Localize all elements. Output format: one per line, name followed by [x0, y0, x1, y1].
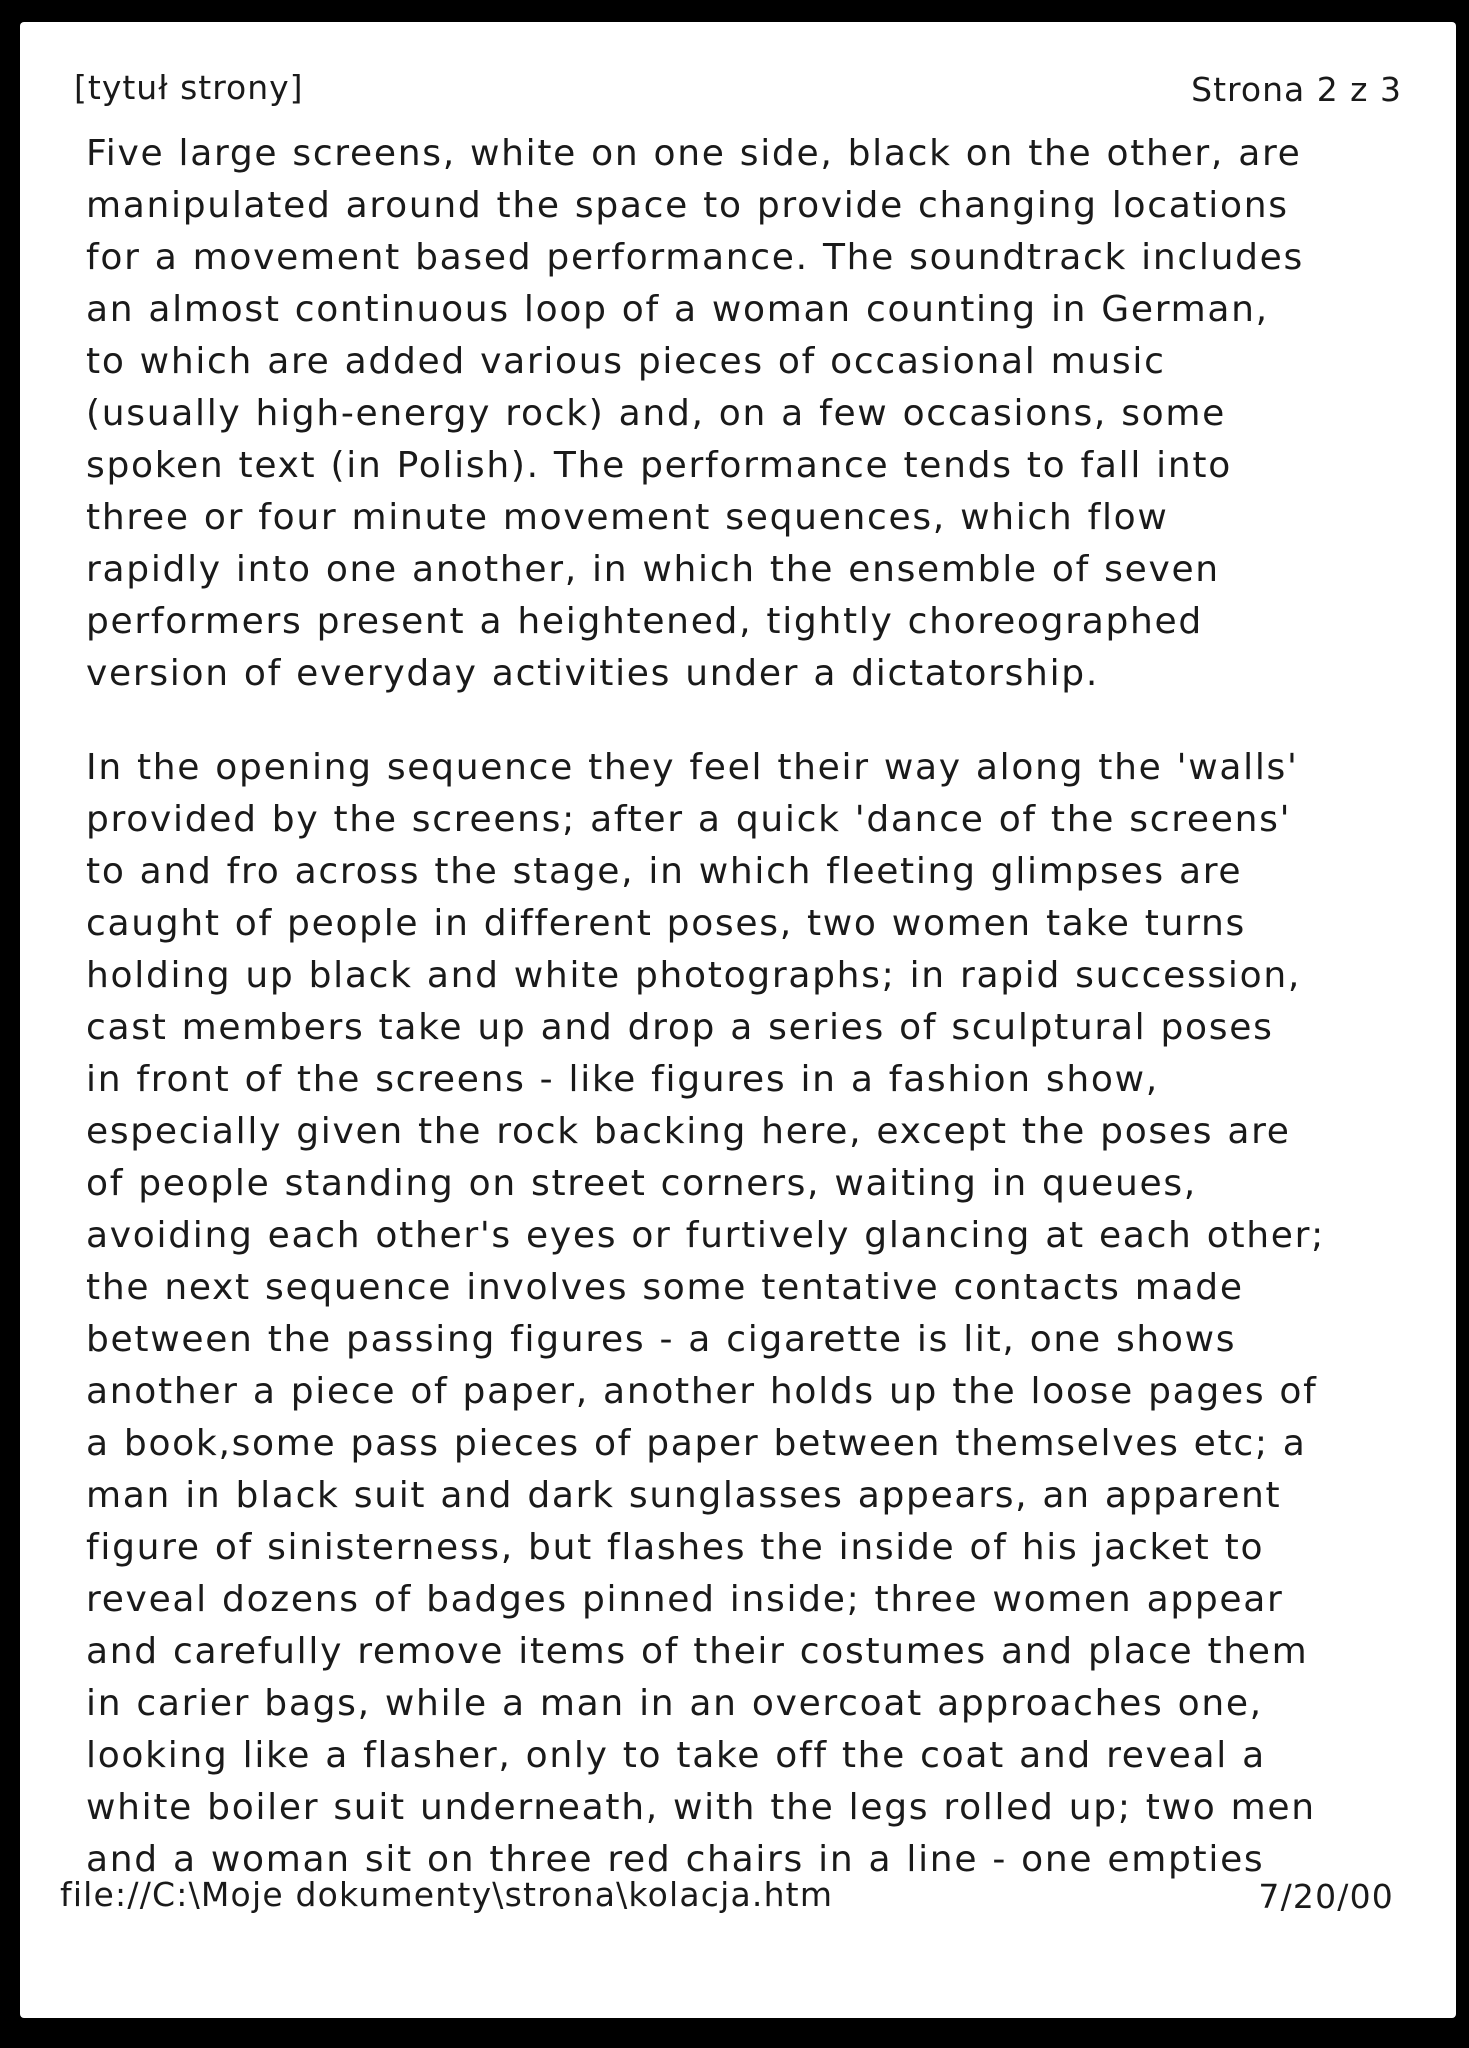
file-path: file://C:\Moje dokumenty\strona\kolacja.htm [60, 1875, 834, 1914]
paragraph-1: Five large screens, white on one side, black on the other, are manipulated around the space to provide changing locations for a movement based performance. The soundtrack includes an almost continuous loop of a woman counting in German, to which are added various pieces of occasional music (usually high-energy rock) and, on a few occasions, some spoken text (in Polish). The performance tends to fall into three or four minute movement sequences, which flow rapidly into one another, in which the ensemble of seven performers present a heightened, tightly choreographed version of everyday activities under a dictatorship. [86, 133, 1304, 694]
page-number: Strona 2 z 3 [1191, 70, 1402, 109]
printed-page [20, 22, 1456, 2018]
page-title: [tytuł strony] [74, 68, 304, 107]
article-body [86, 128, 1386, 1886]
paragraph-2: In the opening sequence they feel their way along the 'walls' provided by the screens; after a quick 'dance of the screens' to and fro across the stage, in which fleeting glimpses are caught of people in different poses, two women take turns holding up black and white photographs; in rapid succession, cast members take up and drop a series of sculptural poses in front of the screens - like figures in a fashion show, especially given the rock backing here, except the poses are of people standing on street corners, waiting in queues, avoiding each other's eyes or furtively glancing at each other; the next sequence involves some tentative contacts made between the passing figures - a cigarette is lit, one shows another a piece of paper, another holds up the loose pages of a book,some pass pieces of paper between themselves etc; a man in black suit and dark sunglasses appears, an apparent figure of sinisterness, but flashes the inside of his jacket to reveal dozens of badges pinned inside; three women appear and carefully remove items of their costumes and place them in carier bags, while a man in an overcoat approaches one, looking like a flasher, only to take off the coat and reveal a white boiler suit underneath, with the legs rolled up; two men and a woman sit on three red chairs in a line - one empties [86, 747, 1325, 1880]
print-date: 7/20/00 [1258, 1877, 1394, 1916]
